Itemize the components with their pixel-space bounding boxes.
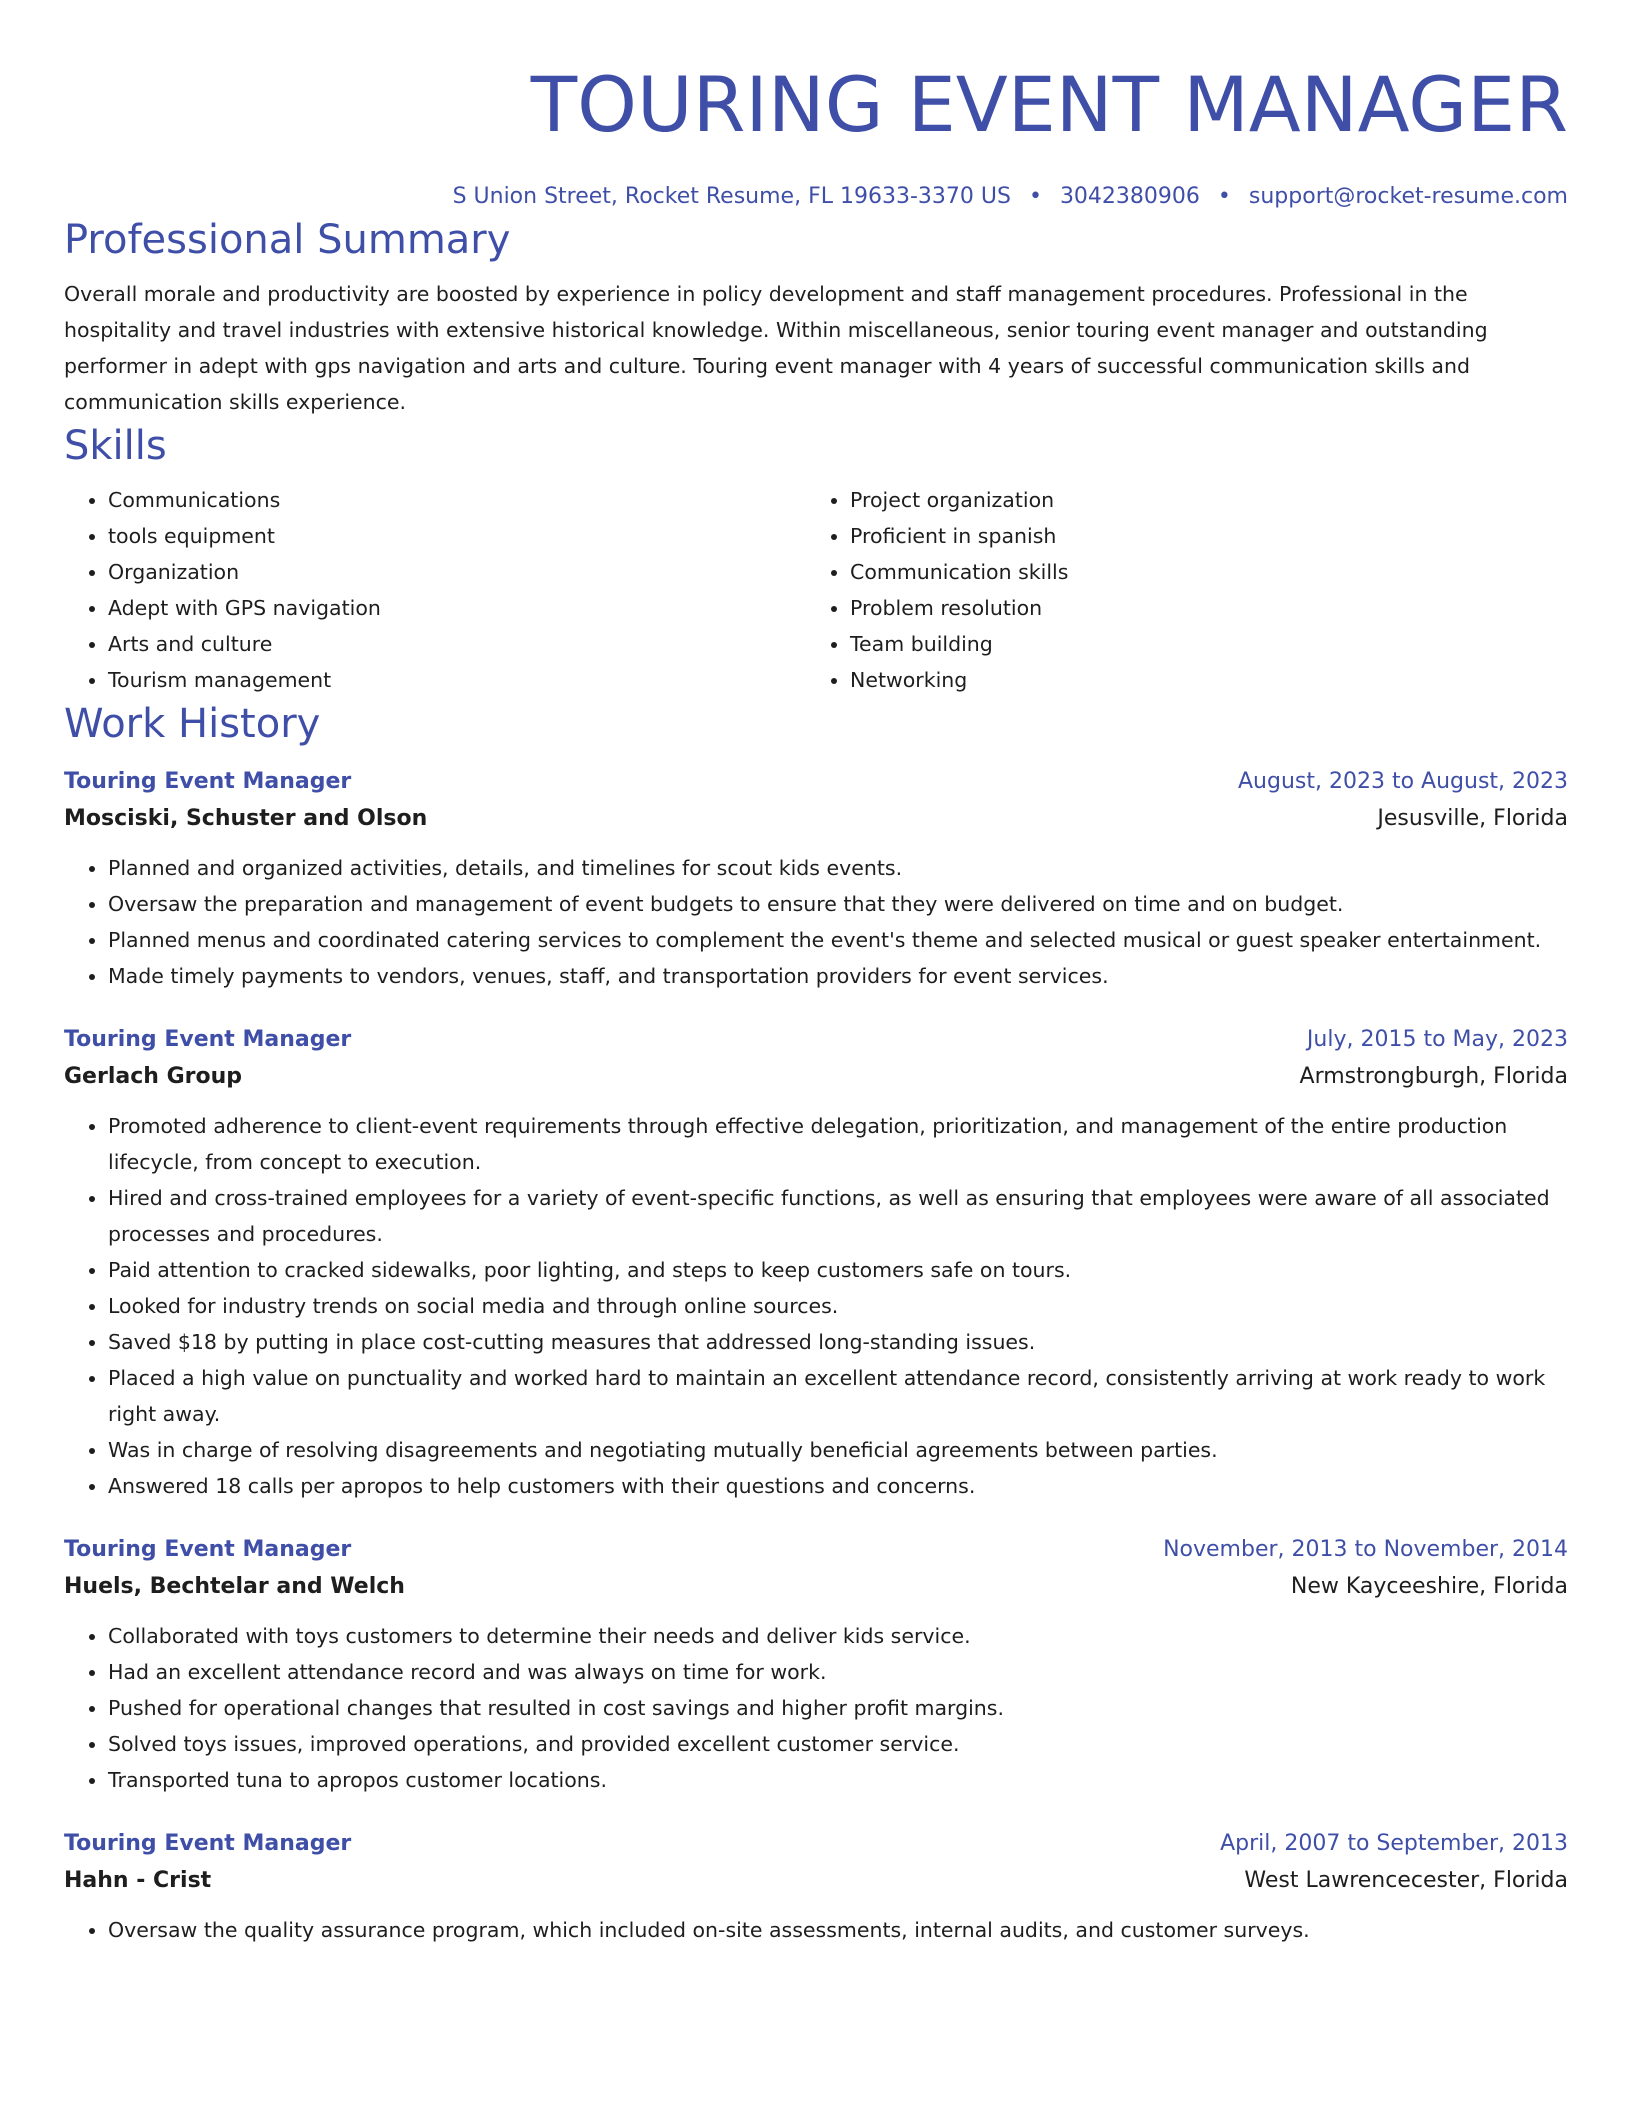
job-location: New Kayceeshire, Florida — [1290, 1574, 1568, 1599]
job-bullet: • Planned menus and coordinated catering services to complement the event's theme and selected musical or guest speaker entertainment. — [108, 922, 1568, 958]
skill-item: • Tourism management — [108, 662, 806, 698]
skill-item: • Team building — [850, 626, 1548, 662]
skill-item: • tools equipment — [108, 518, 806, 554]
skill-item: • Communication skills — [850, 554, 1548, 590]
job-bullet: • Paid attention to cracked sidewalks, poor lighting, and steps to keep customers safe on tours. — [108, 1252, 1568, 1288]
job-bullet: • Solved toys issues, improved operations, and provided excellent customer service. — [108, 1726, 1568, 1762]
job-header-row — [64, 764, 1568, 800]
skills-column-right — [806, 482, 1548, 698]
job-bullet: • Looked for industry trends on social media and through online sources. — [108, 1288, 1568, 1324]
job-title: Touring Event Manager — [64, 769, 352, 794]
job-bullet: • Was in charge of resolving disagreements and negotiating mutually beneficial agreements between parties. — [108, 1432, 1568, 1468]
job-location: West Lawrencecester, Florida — [1244, 1868, 1568, 1893]
skill-item: • Project organization — [850, 482, 1548, 518]
skill-item: • Organization — [108, 554, 806, 590]
job-dates: August, 2023 to August, 2023 — [1238, 769, 1568, 794]
contact-line — [64, 180, 1568, 214]
job-entry — [64, 764, 1568, 994]
section-title-work-history: Work History — [64, 701, 321, 747]
job-bullet: • Saved $18 by putting in place cost-cutting measures that addressed long-standing issues. — [108, 1324, 1568, 1360]
skill-item: • Problem resolution — [850, 590, 1548, 626]
contact-email[interactable]: support@rocket-resume.com — [1248, 184, 1568, 209]
job-bullet: • Transported tuna to apropos customer locations. — [108, 1762, 1568, 1798]
skill-item: • Arts and culture — [108, 626, 806, 662]
job-bullet: • Made timely payments to vendors, venues, staff, and transportation providers for event services. — [108, 958, 1568, 994]
contact-address: S Union Street, Rocket Resume, FL 19633-3370 US — [452, 184, 1011, 209]
job-bullet: • Had an excellent attendance record and was always on time for work. — [108, 1654, 1568, 1690]
job-header-row — [64, 1022, 1568, 1058]
job-bullet: • Hired and cross-trained employees for a variety of event-specific functions, as well as ensuring that employees were aware of all associated processes and procedures. — [108, 1180, 1568, 1252]
job-entry — [64, 1826, 1568, 1948]
job-bullet: • Collaborated with toys customers to determine their needs and deliver kids service. — [108, 1618, 1568, 1654]
job-company: Gerlach Group — [64, 1064, 243, 1089]
contact-separator: • — [1028, 184, 1042, 209]
job-location: Jesusville, Florida — [1377, 806, 1568, 831]
job-bullets — [64, 850, 1568, 994]
summary-text: Overall morale and productivity are boosted by experience in policy development and staff management procedures. Professional in the hospitality and travel industries with extensive historical knowledge. Within miscellaneous, senior touring event manager and outstanding performer in adept with gps navigation and arts and culture. Touring event manager with 4 years of successful communication skills and communication skills experience. — [64, 282, 1488, 414]
job-header-row — [64, 1532, 1568, 1568]
job-title: Touring Event Manager — [64, 1831, 352, 1856]
page-title: TOURING EVENT MANAGER — [530, 60, 1568, 149]
skill-item: • Adept with GPS navigation — [108, 590, 806, 626]
job-title: Touring Event Manager — [64, 1537, 352, 1562]
job-bullet: • Oversaw the quality assurance program, which included on-site assessments, internal audits, and customer surveys. — [108, 1912, 1568, 1948]
skill-item: • Communications — [108, 482, 806, 518]
job-company-row — [64, 800, 1568, 838]
skills-list — [64, 482, 1568, 698]
contact-separator: • — [1217, 184, 1231, 209]
job-bullets — [64, 1108, 1568, 1504]
job-title: Touring Event Manager — [64, 1027, 352, 1052]
section-title-skills: Skills — [64, 423, 167, 469]
job-dates: April, 2007 to September, 2013 — [1220, 1831, 1568, 1856]
resume-header — [64, 0, 1568, 214]
job-entry — [64, 1022, 1568, 1504]
job-company-row — [64, 1058, 1568, 1096]
job-dates: November, 2013 to November, 2014 — [1163, 1537, 1568, 1562]
job-location: Armstrongburgh, Florida — [1299, 1064, 1568, 1089]
job-bullet: • Promoted adherence to client-event requirements through effective delegation, prioritization, and management of the entire production lifecycle, from concept to execution. — [108, 1108, 1568, 1180]
contact-phone: 3042380906 — [1059, 184, 1200, 209]
job-bullet: • Oversaw the preparation and management of event budgets to ensure that they were delivered on time and on budget. — [108, 886, 1568, 922]
job-bullet: • Placed a high value on punctuality and worked hard to maintain an excellent attendance record, consistently arriving at work ready to work right away. — [108, 1360, 1568, 1432]
job-bullets — [64, 1618, 1568, 1798]
skill-item: • Networking — [850, 662, 1548, 698]
job-bullet: • Answered 18 calls per apropos to help customers with their questions and concerns. — [108, 1468, 1568, 1504]
job-bullets — [64, 1912, 1568, 1948]
job-dates: July, 2015 to May, 2023 — [1306, 1027, 1568, 1052]
job-company-row — [64, 1568, 1568, 1606]
job-company-row — [64, 1862, 1568, 1900]
job-entry — [64, 1532, 1568, 1798]
job-bullet: • Pushed for operational changes that resulted in cost savings and higher profit margins. — [108, 1690, 1568, 1726]
job-header-row — [64, 1826, 1568, 1862]
skills-column-left — [64, 482, 806, 698]
job-bullet: • Planned and organized activities, details, and timelines for scout kids events. — [108, 850, 1568, 886]
job-company: Hahn - Crist — [64, 1868, 212, 1893]
resume-page — [64, 0, 1568, 1948]
job-company: Huels, Bechtelar and Welch — [64, 1574, 405, 1599]
section-title-summary: Professional Summary — [64, 217, 511, 263]
job-company: Mosciski, Schuster and Olson — [64, 806, 428, 831]
skill-item: • Proficient in spanish — [850, 518, 1548, 554]
